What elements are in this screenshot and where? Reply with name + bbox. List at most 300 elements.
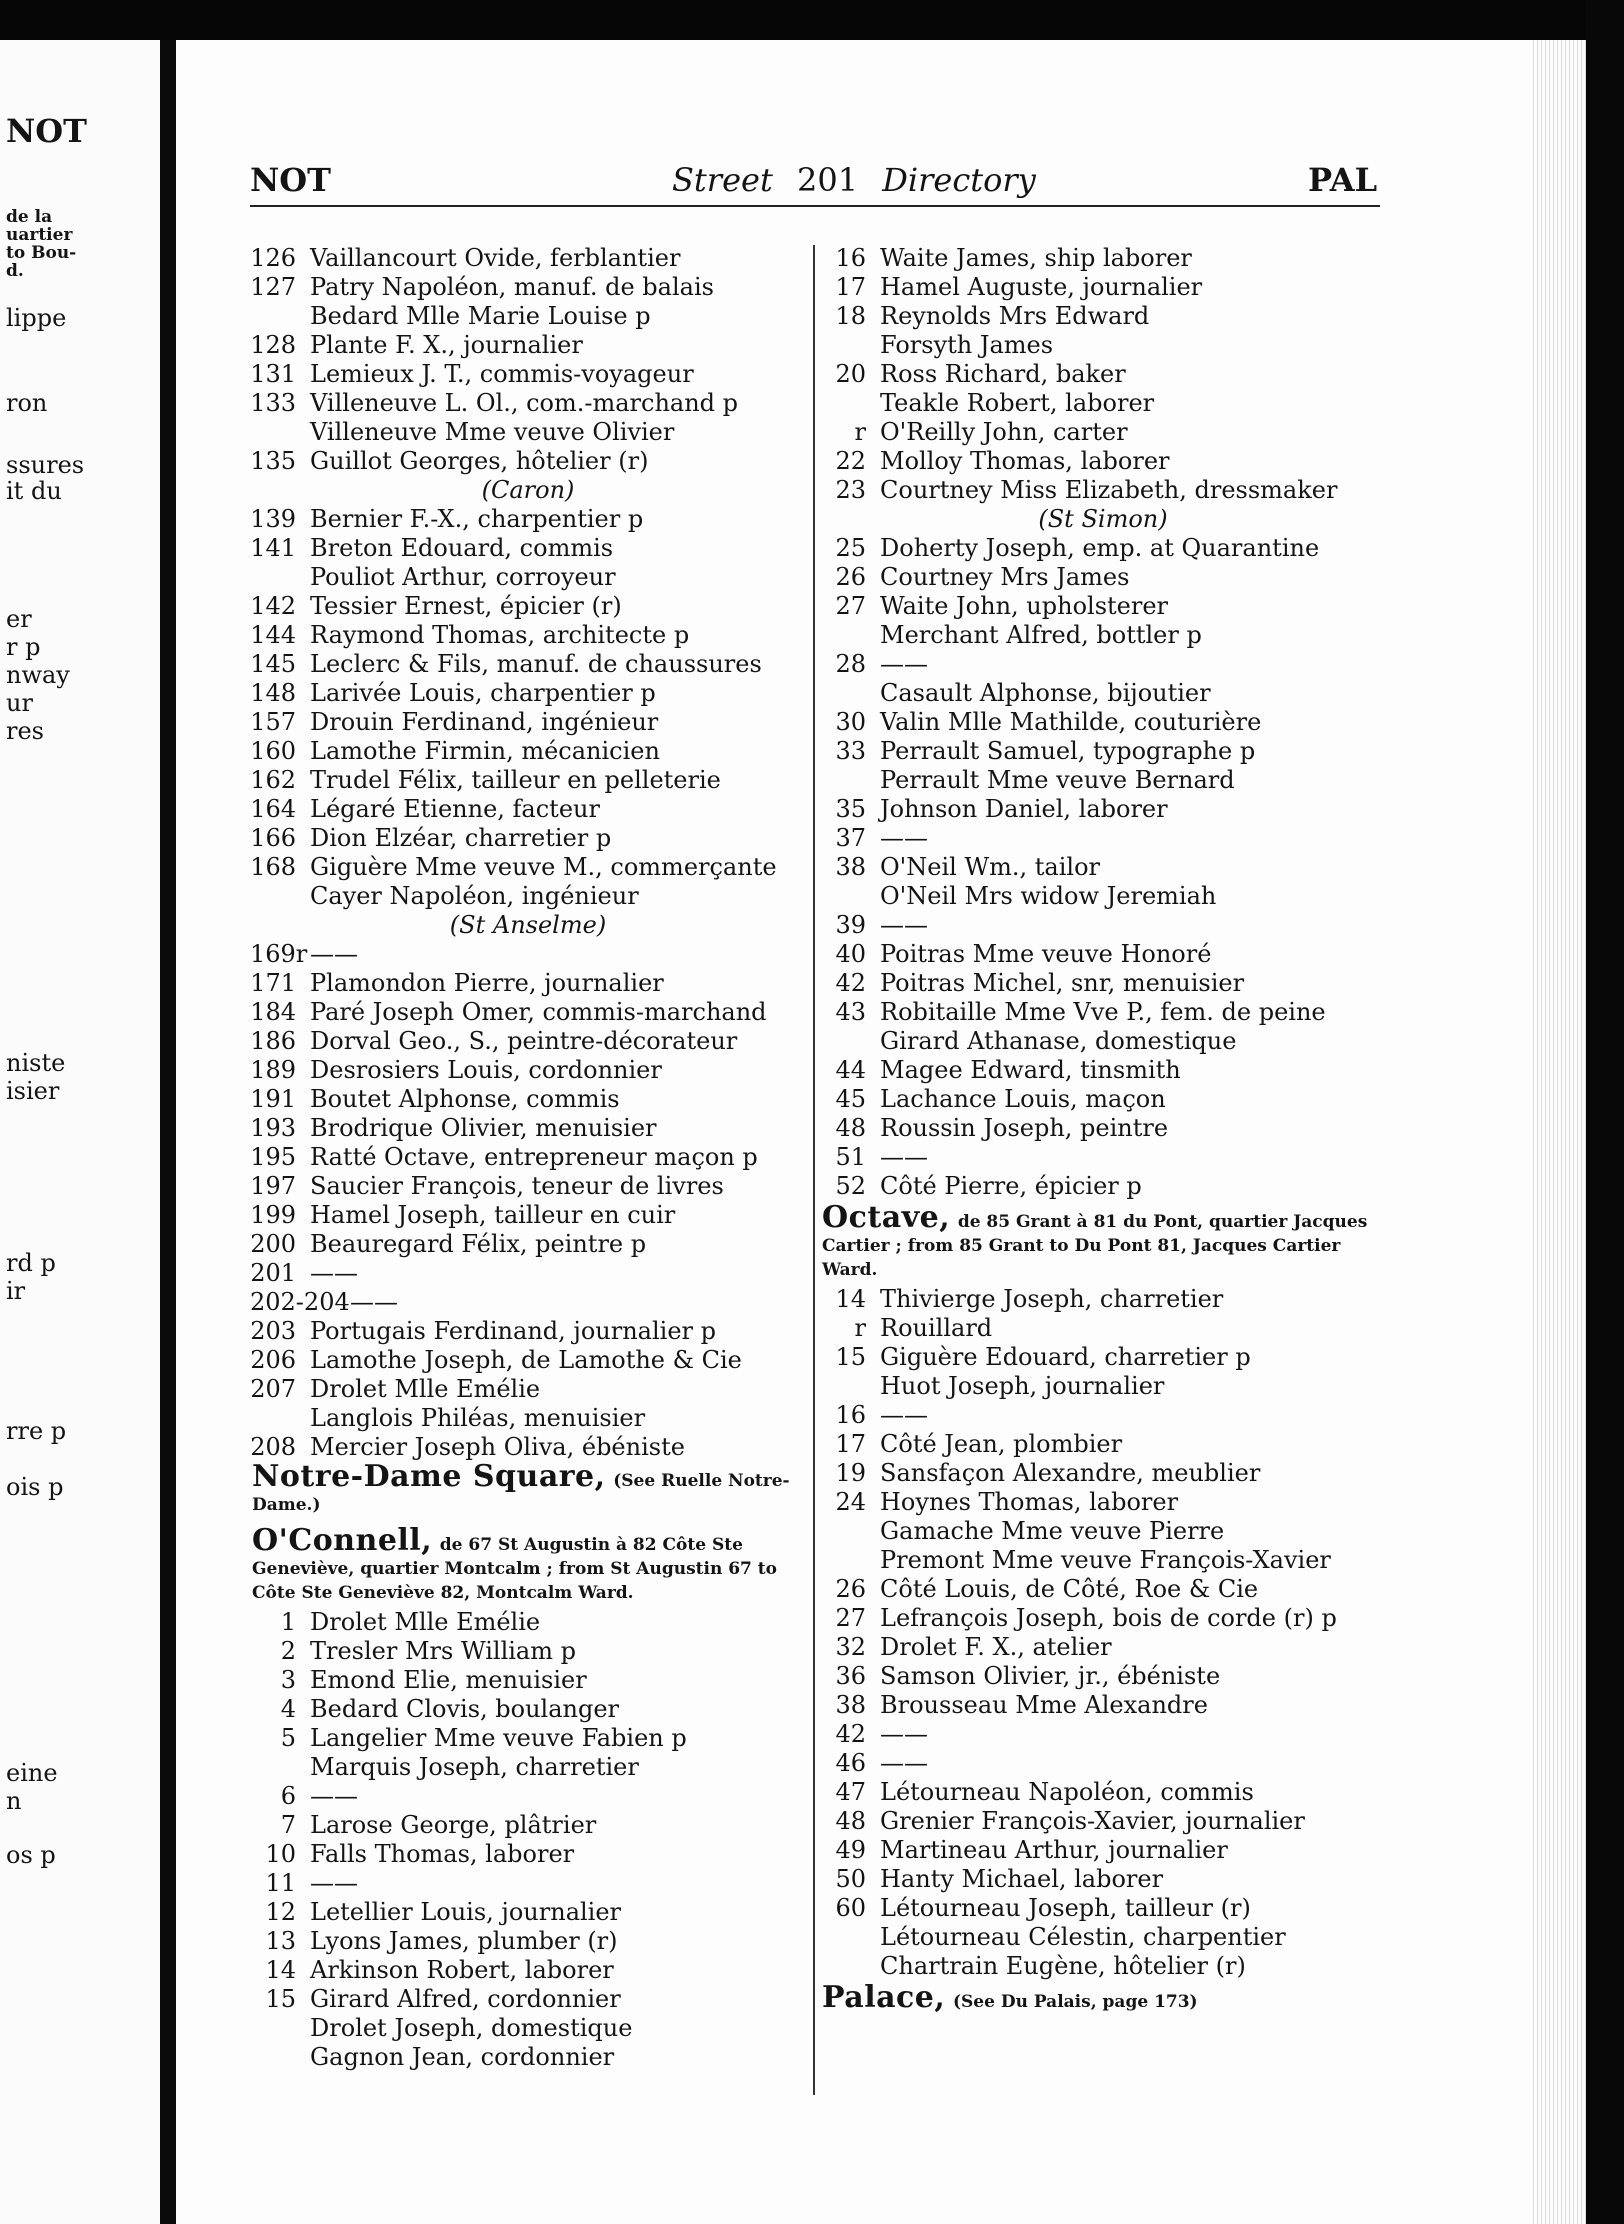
facing-page-text: uartier	[6, 225, 73, 245]
directory-entry	[820, 563, 1386, 592]
directory-entry	[820, 1430, 1386, 1459]
resident-name: Drouin Ferdinand, ingénieur	[310, 708, 659, 736]
directory-entry	[250, 1172, 806, 1201]
house-number: 10	[265, 1840, 296, 1868]
house-number: 169r	[250, 940, 308, 968]
directory-entry	[250, 1433, 806, 1462]
house-number: 42	[835, 969, 866, 997]
directory-entry	[250, 1695, 806, 1724]
house-number: 164	[250, 795, 296, 823]
directory-entry	[250, 1898, 806, 1927]
directory-entry	[820, 1401, 1386, 1430]
resident-name: Samson Olivier, jr., ébéniste	[880, 1662, 1221, 1690]
street-heading-palace	[820, 1980, 1386, 2015]
resident-name: Gamache Mme veuve Pierre	[880, 1517, 1225, 1545]
house-number: 60	[835, 1894, 866, 1922]
house-number: r	[854, 418, 866, 446]
running-head-street: Street	[672, 161, 773, 199]
page-number: 201	[796, 161, 859, 199]
resident-name: Trudel Félix, tailleur en pelleterie	[310, 766, 721, 794]
directory-entry	[250, 302, 806, 331]
directory-entry	[820, 882, 1386, 911]
resident-name: Côté Pierre, épicier p	[880, 1172, 1142, 1200]
house-number: 133	[250, 389, 296, 417]
house-number: 44	[835, 1056, 866, 1084]
resident-name: ——	[880, 650, 928, 678]
resident-name: Guillot Georges, hôtelier (r)	[310, 447, 649, 475]
directory-entry	[250, 447, 806, 476]
house-number: 26	[835, 1575, 866, 1603]
directory-entry	[250, 1753, 806, 1782]
directory-entry	[250, 679, 806, 708]
resident-name: Reynolds Mrs Edward	[880, 302, 1150, 330]
directory-entry	[820, 969, 1386, 998]
directory-entry	[250, 650, 806, 679]
house-number: 48	[835, 1114, 866, 1142]
resident-name: Villeneuve Mme veuve Olivier	[310, 418, 675, 446]
house-number: 28	[835, 650, 866, 678]
directory-entry	[820, 621, 1386, 650]
facing-page-text: er	[6, 605, 32, 633]
house-number: 7	[280, 1811, 296, 1839]
resident-name: Emond Elie, menuisier	[310, 1666, 587, 1694]
house-number: 5	[280, 1724, 296, 1752]
resident-name: Boutet Alphonse, commis	[310, 1085, 620, 1113]
house-number: 32	[835, 1633, 866, 1661]
street-heading-oconnell	[250, 1523, 806, 1604]
house-number: 135	[250, 447, 296, 475]
directory-entry	[820, 1027, 1386, 1056]
house-number: 52	[835, 1172, 866, 1200]
resident-name: Giguère Mme veuve M., commerçante	[310, 853, 777, 881]
directory-entry	[820, 1836, 1386, 1865]
directory-entry	[250, 1840, 806, 1869]
running-head-directory: Directory	[882, 161, 1036, 199]
resident-name: Waite James, ship laborer	[880, 244, 1192, 272]
resident-name: Perrault Mme veuve Bernard	[880, 766, 1235, 794]
facing-page-text: lippe	[6, 304, 67, 332]
facing-page-text: d.	[6, 261, 24, 281]
directory-entry	[250, 1956, 806, 1985]
house-number: 171	[250, 969, 296, 997]
resident-name: Létourneau Célestin, charpentier	[880, 1923, 1286, 1951]
facing-page-text: rre p	[6, 1417, 67, 1445]
directory-entry	[250, 737, 806, 766]
house-number: 145	[250, 650, 296, 678]
directory-entry	[820, 1720, 1386, 1749]
resident-name: ——	[880, 824, 928, 852]
directory-entry	[820, 244, 1386, 273]
resident-name: Vaillancourt Ovide, ferblantier	[310, 244, 681, 272]
house-number: 203	[250, 1317, 296, 1345]
directory-entry	[820, 1952, 1386, 1981]
column-divider	[813, 245, 815, 2095]
house-number: 20	[835, 360, 866, 388]
resident-name: Lachance Louis, maçon	[880, 1085, 1166, 1113]
directory-entry	[820, 766, 1386, 795]
resident-name: Leclerc & Fils, manuf. de chaussures	[310, 650, 762, 678]
resident-name: Johnson Daniel, laborer	[880, 795, 1168, 823]
directory-entry	[820, 447, 1386, 476]
directory-entry	[820, 1517, 1386, 1546]
resident-name: Huot Joseph, journalier	[880, 1372, 1165, 1400]
directory-entry	[820, 1633, 1386, 1662]
resident-name: ——	[310, 1782, 358, 1810]
resident-name: Valin Mlle Mathilde, couturière	[880, 708, 1262, 736]
facing-page-text: os p	[6, 1841, 56, 1869]
house-number: 200	[250, 1230, 296, 1258]
directory-entry	[250, 1637, 806, 1666]
house-number: 2	[280, 1637, 296, 1665]
street-name: Palace,	[822, 1980, 946, 2015]
running-head-left: NOT	[250, 161, 331, 199]
street-heading-notre-dame	[250, 1459, 806, 1516]
resident-name: ——	[880, 1143, 928, 1171]
facing-page-text: res	[6, 717, 44, 745]
resident-name: Lamothe Joseph, de Lamothe & Cie	[310, 1346, 742, 1374]
directory-entry	[820, 360, 1386, 389]
resident-name: Girard Athanase, domestique	[880, 1027, 1237, 1055]
resident-name: Thivierge Joseph, charretier	[880, 1285, 1224, 1313]
house-number: 36	[835, 1662, 866, 1690]
directory-entry	[250, 1404, 806, 1433]
resident-name: ——	[310, 940, 358, 968]
directory-entry	[250, 244, 806, 273]
directory-entry	[250, 969, 806, 998]
resident-name: Breton Edouard, commis	[310, 534, 614, 562]
resident-name: ——	[880, 1401, 928, 1429]
directory-entry	[250, 1782, 806, 1811]
resident-name: O'Reilly John, carter	[880, 418, 1128, 446]
resident-name: Merchant Alfred, bottler p	[880, 621, 1202, 649]
resident-name: Côté Louis, de Côté, Roe & Cie	[880, 1575, 1259, 1603]
resident-name: Robitaille Mme Vve P., fem. de peine	[880, 998, 1326, 1026]
resident-name: O'Neil Wm., tailor	[880, 853, 1100, 881]
house-number: 23	[835, 476, 866, 504]
house-number: 17	[835, 1430, 866, 1458]
directory-entry	[250, 1869, 806, 1898]
directory-entry	[820, 1546, 1386, 1575]
facing-page-text: NOT	[6, 112, 87, 150]
resident-name: Waite John, upholsterer	[880, 592, 1168, 620]
resident-name: Légaré Etienne, facteur	[310, 795, 600, 823]
resident-name: Saucier François, teneur de livres	[310, 1172, 724, 1200]
resident-name: ——	[350, 1288, 398, 1316]
facing-page-text: ssures	[6, 451, 85, 479]
directory-entry	[250, 1724, 806, 1753]
directory-entry	[250, 1230, 806, 1259]
house-number: 3	[280, 1666, 296, 1694]
resident-name: Forsyth James	[880, 331, 1054, 359]
house-number: 197	[250, 1172, 296, 1200]
directory-entry	[250, 360, 806, 389]
house-number: 35	[835, 795, 866, 823]
resident-name: Lyons James, plumber (r)	[310, 1927, 618, 1955]
resident-name: Poitras Michel, snr, menuisier	[880, 969, 1245, 997]
resident-name: Grenier François-Xavier, journalier	[880, 1807, 1305, 1835]
directory-entry	[820, 1143, 1386, 1172]
directory-entry	[250, 1027, 806, 1056]
resident-name: ——	[880, 1720, 928, 1748]
resident-name: ——	[880, 911, 928, 939]
resident-name: Plamondon Pierre, journalier	[310, 969, 664, 997]
resident-name: Courtney Miss Elizabeth, dressmaker	[880, 476, 1338, 504]
directory-entry	[820, 1749, 1386, 1778]
page-edges	[1530, 40, 1586, 2224]
directory-entry	[250, 940, 806, 969]
house-number: 128	[250, 331, 296, 359]
resident-name: Poitras Mme veuve Honoré	[880, 940, 1212, 968]
directory-entry	[250, 1143, 806, 1172]
directory-entry	[250, 563, 806, 592]
house-number: 48	[835, 1807, 866, 1835]
house-number: 11	[265, 1869, 296, 1897]
house-number: 27	[835, 592, 866, 620]
house-number: 162	[250, 766, 296, 794]
directory-entry	[820, 1343, 1386, 1372]
directory-entry	[250, 1985, 806, 2014]
house-number: 15	[835, 1343, 866, 1371]
directory-entry	[820, 1575, 1386, 1604]
directory-entry	[250, 766, 806, 795]
house-number: 22	[835, 447, 866, 475]
house-number: 157	[250, 708, 296, 736]
house-number: 15	[265, 1985, 296, 2013]
facing-page-text: nway	[6, 661, 70, 689]
resident-name: Desrosiers Louis, cordonnier	[310, 1056, 662, 1084]
house-number: 42	[835, 1720, 866, 1748]
house-number: 16	[835, 244, 866, 272]
facing-page-text: eine	[6, 1759, 58, 1787]
book-gutter	[160, 40, 176, 2224]
directory-entry	[820, 1894, 1386, 1923]
street-description: de 85 Grant à 81 du Pont, quartier Jacques Cartier ; from 85 Grant to Du Pont 81, Jacques Cartier Ward.	[822, 1212, 1368, 1280]
directory-entry	[820, 534, 1386, 563]
facing-page-text: rd p	[6, 1249, 56, 1277]
facing-page-text: to Bou-	[6, 243, 77, 263]
resident-name: Patry Napoléon, manuf. de balais	[310, 273, 714, 301]
resident-name: Courtney Mrs James	[880, 563, 1130, 591]
directory-entry	[820, 302, 1386, 331]
resident-name: Rouillard	[880, 1314, 993, 1342]
house-number: 195	[250, 1143, 296, 1171]
facing-page-text: ois p	[6, 1473, 64, 1501]
house-number: 201	[250, 1259, 296, 1287]
directory-entry	[820, 824, 1386, 853]
house-number: 13	[265, 1927, 296, 1955]
house-number: 207	[250, 1375, 296, 1403]
directory-entry	[250, 592, 806, 621]
resident-name: Beauregard Félix, peintre p	[310, 1230, 647, 1258]
directory-entry	[820, 1459, 1386, 1488]
street-name: Octave,	[822, 1200, 951, 1235]
resident-name: Hamel Joseph, tailleur en cuir	[310, 1201, 676, 1229]
resident-name: Ratté Octave, entrepreneur maçon p	[310, 1143, 758, 1171]
house-number: r	[854, 1314, 866, 1342]
street-heading-octave	[820, 1200, 1386, 1281]
directory-entry	[820, 1807, 1386, 1836]
directory-entry	[250, 1056, 806, 1085]
resident-name: Lefrançois Joseph, bois de corde (r) p	[880, 1604, 1337, 1632]
directory-entry	[820, 1114, 1386, 1143]
resident-name: Langelier Mme veuve Fabien p	[310, 1724, 687, 1752]
house-number: 24	[835, 1488, 866, 1516]
directory-entry	[250, 911, 806, 940]
directory-entry	[250, 1259, 806, 1288]
house-number: 47	[835, 1778, 866, 1806]
resident-name: Larivée Louis, charpentier p	[310, 679, 656, 707]
resident-name: Magee Edward, tinsmith	[880, 1056, 1181, 1084]
parish-note: (Caron)	[481, 476, 575, 504]
directory-entry	[820, 911, 1386, 940]
scan-border-top	[0, 0, 1624, 40]
directory-entry	[250, 389, 806, 418]
house-number: 184	[250, 998, 296, 1026]
directory-entry	[820, 331, 1386, 360]
resident-name: Drolet Joseph, domestique	[310, 2014, 633, 2042]
resident-name: Chartrain Eugène, hôtelier (r)	[880, 1952, 1246, 1980]
resident-name: ——	[310, 1869, 358, 1897]
house-number: 189	[250, 1056, 296, 1084]
directory-entry	[820, 1865, 1386, 1894]
house-number: 14	[835, 1285, 866, 1313]
directory-entry	[250, 795, 806, 824]
house-number: 49	[835, 1836, 866, 1864]
facing-page-text: de la	[6, 207, 53, 227]
resident-name: Marquis Joseph, charretier	[310, 1753, 639, 1781]
directory-entry	[820, 389, 1386, 418]
house-number: 17	[835, 273, 866, 301]
directory-entry	[250, 1114, 806, 1143]
resident-name: Pouliot Arthur, corroyeur	[310, 563, 616, 591]
house-number: 148	[250, 679, 296, 707]
house-number: 6	[280, 1782, 296, 1810]
header-rule	[250, 205, 1380, 207]
resident-name: Larose George, plâtrier	[310, 1811, 597, 1839]
directory-entry	[820, 1056, 1386, 1085]
directory-entry	[250, 418, 806, 447]
resident-name: Letellier Louis, journalier	[310, 1898, 622, 1926]
house-number: 25	[835, 534, 866, 562]
resident-name: ——	[880, 1749, 928, 1777]
resident-name: Drolet Mlle Emélie	[310, 1375, 541, 1403]
directory-entry	[820, 1172, 1386, 1201]
house-number: 139	[250, 505, 296, 533]
resident-name: Roussin Joseph, peintre	[880, 1114, 1169, 1142]
house-number: 51	[835, 1143, 866, 1171]
resident-name: Dion Elzéar, charretier p	[310, 824, 612, 852]
resident-name: Arkinson Robert, laborer	[310, 1956, 614, 1984]
resident-name: Dorval Geo., S., peintre-décorateur	[310, 1027, 738, 1055]
right-column	[820, 244, 1386, 2013]
house-number: 39	[835, 911, 866, 939]
directory-entry	[820, 940, 1386, 969]
directory-entry	[250, 2014, 806, 2043]
facing-page-text: ron	[6, 389, 48, 417]
resident-name: Hoynes Thomas, laborer	[880, 1488, 1179, 1516]
house-number: 206	[250, 1346, 296, 1374]
resident-name: Cayer Napoléon, ingénieur	[310, 882, 639, 910]
house-number: 14	[265, 1956, 296, 1984]
directory-entry	[820, 476, 1386, 505]
house-number: 38	[835, 1691, 866, 1719]
directory-entry	[820, 592, 1386, 621]
resident-name: Portugais Ferdinand, journalier p	[310, 1317, 716, 1345]
directory-entry	[250, 1085, 806, 1114]
street-description: de 67 St Augustin à 82 Côte Ste Geneviève, quartier Montcalm ; from St Augustin 67 to Côte Ste Geneviève 82, Montcalm Ward.	[252, 1535, 777, 1603]
directory-entry	[250, 621, 806, 650]
left-column	[250, 244, 806, 2072]
street-description: (See Du Palais, page 173)	[952, 1992, 1198, 2012]
house-number: 1	[280, 1608, 296, 1636]
resident-name: Premont Mme veuve François-Xavier	[880, 1546, 1331, 1574]
facing-page-fragment	[0, 40, 160, 2224]
directory-entry	[250, 1608, 806, 1637]
resident-name: Plante F. X., journalier	[310, 331, 583, 359]
house-number: 19	[835, 1459, 866, 1487]
resident-name: Perrault Samuel, typographe p	[880, 737, 1256, 765]
house-number: 18	[835, 302, 866, 330]
running-head-title	[672, 160, 1036, 200]
house-number: 141	[250, 534, 296, 562]
house-number: 127	[250, 273, 296, 301]
house-number: 37	[835, 824, 866, 852]
resident-name: Brousseau Mme Alexandre	[880, 1691, 1208, 1719]
resident-name: Bedard Mlle Marie Louise p	[310, 302, 651, 330]
resident-name: Lemieux J. T., commis-voyageur	[310, 360, 694, 388]
resident-name: Drolet F. X., atelier	[880, 1633, 1112, 1661]
parish-note: (St Anselme)	[449, 911, 607, 939]
directory-entry	[250, 824, 806, 853]
directory-entry	[250, 1375, 806, 1404]
house-number: 186	[250, 1027, 296, 1055]
resident-name: Lamothe Firmin, mécanicien	[310, 737, 660, 765]
resident-name: Létourneau Napoléon, commis	[880, 1778, 1254, 1806]
directory-entry	[250, 476, 806, 505]
directory-entry	[820, 795, 1386, 824]
directory-entry	[250, 708, 806, 737]
resident-name: Langlois Philéas, menuisier	[310, 1404, 646, 1432]
directory-entry	[820, 1314, 1386, 1343]
house-number: 38	[835, 853, 866, 881]
house-number: 50	[835, 1865, 866, 1893]
house-number: 142	[250, 592, 296, 620]
directory-entry	[250, 1811, 806, 1840]
directory-entry	[820, 1691, 1386, 1720]
directory-entry	[250, 2043, 806, 2072]
resident-name: Villeneuve L. Ol., com.-marchand p	[310, 389, 739, 417]
house-number: 144	[250, 621, 296, 649]
resident-name: Tresler Mrs William p	[310, 1637, 576, 1665]
facing-page-text: ur	[6, 689, 33, 717]
resident-name: Côté Jean, plombier	[880, 1430, 1123, 1458]
resident-name: Mercier Joseph Oliva, ébéniste	[310, 1433, 685, 1461]
facing-page-text: niste	[6, 1049, 66, 1077]
house-number: 199	[250, 1201, 296, 1229]
house-number: 45	[835, 1085, 866, 1113]
resident-name: Teakle Robert, laborer	[880, 389, 1155, 417]
directory-entry	[820, 1604, 1386, 1633]
directory-entry	[250, 1346, 806, 1375]
resident-name: Martineau Arthur, journalier	[880, 1836, 1228, 1864]
house-number: 30	[835, 708, 866, 736]
house-number: 12	[265, 1898, 296, 1926]
resident-name: Hanty Michael, laborer	[880, 1865, 1164, 1893]
directory-entry	[250, 1927, 806, 1956]
directory-entry	[820, 1778, 1386, 1807]
house-number: 27	[835, 1604, 866, 1632]
parish-note: (St Simon)	[1038, 505, 1168, 533]
